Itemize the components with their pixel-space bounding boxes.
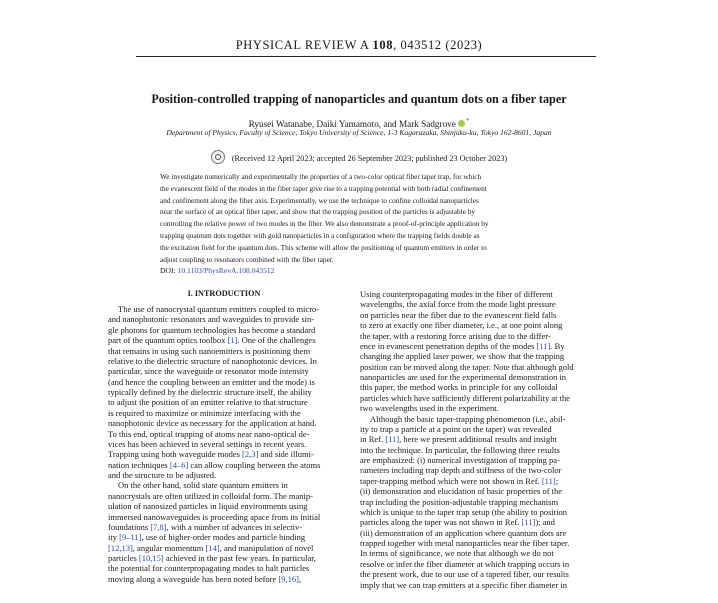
text-line (108, 429, 344, 439)
citation-link[interactable]: [7,8] (150, 521, 167, 532)
text-run: taper-trapping method which were not shown in Ref. (360, 475, 542, 486)
text-run: nanocrystals are often utilized in colloidal form. The manip- (108, 490, 313, 501)
text-run: imply that we can trap emitters at a specific fiber diameter in (360, 579, 567, 590)
text-line (360, 538, 600, 548)
text-run: trapped together with metal nanoparticles near the fiber taper. (360, 538, 570, 548)
doi-label: DOI: (160, 266, 176, 275)
text-run: particles (108, 553, 139, 563)
text-line (108, 553, 344, 563)
text-run: . One of the challenges (237, 335, 316, 346)
journal-article-number: , 043512 (2023) (393, 38, 483, 52)
text-line (360, 393, 600, 403)
text-line (360, 310, 600, 320)
text-run: and the structure to be adjusted. (108, 470, 217, 480)
text-line (108, 501, 344, 511)
journal-volume: 108 (372, 38, 394, 52)
text-run: Although the basic taper-trapping phenomenon (i.e., abil- (370, 413, 566, 424)
text-line (108, 522, 344, 532)
text-run: into the technique. In particular, the following three results (360, 444, 560, 455)
text-run: the potential for counterpropagating modes to halt particles (108, 563, 310, 574)
text-run: foundations (108, 521, 151, 532)
header-rule (136, 56, 596, 57)
text-run: the present work, due to our use of a tapered fiber, our results (360, 569, 569, 580)
text-line (108, 470, 344, 480)
text-run: ence in evanescent penetration depths of the modes (360, 340, 537, 351)
text-line (108, 314, 344, 324)
text-run: typically defined by the dielectric structure itself, the ability (108, 387, 312, 397)
text-run: , with a number of advances in selectiv- (166, 521, 303, 532)
text-line (108, 543, 344, 553)
citation-link[interactable]: [10,15] (138, 553, 164, 563)
abstract-line: and confinement along the fiber axis. Experimentally, we use the technique to confine colloidal nanoparticles (160, 195, 479, 205)
citation-link[interactable]: [12,13] (108, 542, 133, 553)
text-run: Trapping using both waveguide modes (108, 449, 243, 460)
abstract-line: the excitation field for the quantum dots. This scheme will allow the positioning of quantum emitters in order to (160, 242, 487, 252)
citation-link[interactable]: [11] (385, 434, 400, 445)
text-run: ulation of nanosized particles in liquid environments using (108, 501, 308, 512)
text-line (108, 346, 344, 356)
abstract-line: We investigate numerically and experimentally the properties of a two-color optical fiber taper trap, for which (160, 172, 482, 181)
citation-link[interactable]: [4–6] (169, 459, 189, 470)
dates-text: (Received 12 April 2023; accepted 26 September 2023; published 23 October 2023) (231, 154, 508, 163)
text-line (360, 382, 600, 392)
text-run: The use of nanocrystal quantum emitters coupled to micro- (118, 304, 320, 314)
text-line (108, 512, 344, 522)
text-line (360, 299, 600, 309)
text-run: On the other hand, solid state quantum emitters in (118, 480, 288, 491)
text-run: moving along a waveguide has been noted before (108, 573, 279, 584)
text-line (360, 424, 600, 434)
citation-link[interactable]: [9–11] (119, 532, 142, 543)
text-line (360, 455, 600, 465)
section-heading-introduction: I. INTRODUCTION (187, 289, 261, 298)
text-line (360, 362, 600, 372)
text-run: part of the quantum optics toolbox (108, 335, 228, 346)
text-run: (and hence the coupling between an emitter and the mode) is (108, 376, 315, 387)
text-line (108, 377, 344, 387)
text-run: ; (555, 475, 559, 486)
affiliation: Department of Physics, Faculty of Science, Tokyo University of Science, 1-3 Kagurazaka, Shinjuku-ku, Tokyo 162-8601, Japan (166, 128, 552, 137)
text-line (360, 507, 600, 517)
text-run: , and manipulation of novel (219, 542, 314, 553)
text-run: nation techniques (108, 459, 170, 470)
right-column-text (360, 289, 600, 590)
text-line (108, 480, 344, 490)
text-line (108, 397, 344, 407)
text-line (360, 486, 600, 496)
abstract-line: trapping quantum dots together with gold nanoparticles in a configuration where the trapping fields double as (160, 230, 480, 240)
text-line (360, 528, 600, 538)
text-line (360, 331, 600, 341)
text-line (360, 548, 600, 558)
text-run: position can be moved along the taper. Note that although gold (360, 361, 574, 372)
text-run: two wavelengths used in the experiment. (360, 403, 499, 414)
text-line (360, 403, 600, 413)
text-line (108, 460, 344, 470)
text-run: in Ref. (360, 434, 386, 445)
abstract (160, 171, 552, 265)
text-line (108, 325, 344, 335)
text-line (108, 563, 344, 573)
text-run: this paper, the method works in principle for any colloidal (360, 382, 558, 393)
text-line (360, 289, 600, 299)
text-line (360, 517, 600, 527)
text-run: are emphasized: (i) numerical investigation of trapping pa- (360, 455, 560, 465)
text-run: relative to the dielectric structure of nanophotonic devices. In (108, 355, 317, 366)
text-line (360, 580, 600, 590)
text-line (108, 439, 344, 449)
abstract-line: near the surface of an optical fiber taper, and show that the trapping position of the particles is adjustable by (160, 207, 475, 217)
text-line (108, 387, 344, 397)
text-line (108, 335, 344, 345)
text-run: achieved in the past few years. In particular, (163, 553, 316, 563)
text-run: that remains in using such nanoemitters is positioning them (108, 345, 311, 356)
text-run: the taper, with a restoring force arising due to the differ- (360, 330, 551, 341)
text-line (360, 351, 600, 361)
text-run: , use of higher-order modes and particle binding (141, 532, 306, 543)
text-line (108, 356, 344, 366)
journal-header (0, 38, 718, 53)
text-run: changing the applied laser power, we show that the trapping (360, 351, 565, 362)
text-line (108, 574, 344, 584)
text-run: , (298, 573, 302, 584)
text-run: particles along the taper was not shown in Ref. (360, 517, 522, 528)
text-run: particular, since the waveguide or resonator mode intensity (108, 366, 309, 377)
text-run: gle photons for quantum technologies has become a standard (108, 324, 316, 335)
text-run: to adjust the position of an emitter relative to that structure (108, 397, 308, 408)
text-line (108, 366, 344, 376)
citation-link[interactable]: [9,16] (278, 573, 299, 584)
corresponding-author-mark[interactable]: * (465, 117, 470, 125)
text-run: nanoparticles are used for the experimental demonstration in (360, 372, 567, 382)
text-run: trap including the position-adjustable trapping mechanism (360, 496, 559, 507)
author-list: Ryusei Watanabe, Daiki Yamamoto, and Mark Sadgrove (248, 119, 456, 129)
text-run: ity (108, 532, 120, 543)
text-run: vices has been achieved in several settings in recent years. (108, 438, 307, 449)
text-run: can allow coupling between the atoms (188, 459, 321, 470)
text-run: on particles near the fiber due to the evanescent field falls (360, 309, 557, 320)
text-line (360, 465, 600, 475)
text-line (108, 449, 344, 459)
text-line (108, 304, 344, 314)
left-column-text (108, 304, 344, 584)
text-run: nanophotonic device as necessary for the application at hand. (108, 418, 317, 429)
citation-link[interactable]: [1] (227, 335, 238, 346)
text-line (360, 320, 600, 330)
text-run: (iii) demonstration of an application where quantum dots are (360, 527, 567, 538)
paper-title: Position-controlled trapping of nanoparticles and quantum dots on a fiber taper (151, 92, 567, 106)
text-line (360, 476, 600, 486)
text-line (108, 418, 344, 428)
text-run: and nanophotonic resonators and waveguides to provide sin- (108, 314, 315, 325)
citation-link[interactable]: [14] (205, 542, 220, 553)
citation-link[interactable]: [11] (521, 517, 536, 528)
text-line (108, 408, 344, 418)
text-run: To this end, optical trapping of atoms near nano-optical de- (108, 428, 310, 439)
publication-dates (0, 150, 718, 164)
check-for-updates-icon[interactable] (211, 150, 225, 164)
text-line (360, 434, 600, 444)
text-run: which is unique to the taper trap setup (the ability to position (360, 506, 568, 517)
text-line (360, 569, 600, 579)
abstract-line: the evanescent field of the modes in the fiber taper give rise to a trapping potential with both radial confinement (160, 183, 487, 193)
text-line (360, 445, 600, 455)
orcid-icon[interactable] (458, 120, 465, 127)
text-line (360, 341, 600, 351)
text-run: . By (550, 340, 565, 351)
journal-name: PHYSICAL REVIEW A (235, 38, 369, 52)
text-run: ity to trap a particle at a point on the taper) was revealed (360, 423, 552, 434)
abstract-line: controlling the relative power of two modes in the fiber. We also demonstrate a proof-of-principle application by (160, 219, 489, 229)
text-line (360, 559, 600, 569)
text-line (360, 497, 600, 507)
text-run: and side illumi- (258, 449, 314, 460)
text-line (108, 491, 344, 501)
text-run: ); and (535, 517, 555, 528)
citation-link[interactable]: [11] (536, 340, 551, 351)
text-run: , angular momentum (132, 542, 206, 553)
text-run: is required to maximize or minimize interfacing with the (108, 407, 301, 418)
citation-link[interactable]: [11] (541, 475, 556, 486)
text-line (108, 532, 344, 542)
doi (160, 266, 274, 275)
text-line (360, 414, 600, 424)
text-line (360, 372, 600, 382)
doi-link[interactable]: 10.1103/PhysRevA.108.043512 (177, 266, 275, 275)
text-run: (ii) demonstration and elucidation of basic properties of the (360, 486, 563, 497)
abstract-line: adjust coupling to resonators combined with the fiber taper. (160, 254, 334, 264)
text-run: In terms of significance, we note that although we do not (360, 548, 554, 559)
text-run: resolve or infer the fiber diameter at which trapping occurs in (360, 558, 570, 569)
text-run: rameters including trap depth and stiffness of the two-color (360, 465, 562, 476)
text-run: , here we present additional results and insight (399, 434, 557, 445)
text-run: particles which have sufficiently different polarizability at the (360, 392, 570, 403)
text-run: to zero at exactly one fiber diameter, i.e., at one point along (360, 320, 563, 331)
text-run: Using counterpropagating modes in the fiber of different (360, 289, 553, 299)
text-run: immersed nanowaveguides is proceeding apace from its initial (108, 511, 321, 522)
text-run: wavelengths, the axial force from the mode light pressure (360, 299, 556, 310)
citation-link[interactable]: [2,3] (242, 449, 259, 460)
